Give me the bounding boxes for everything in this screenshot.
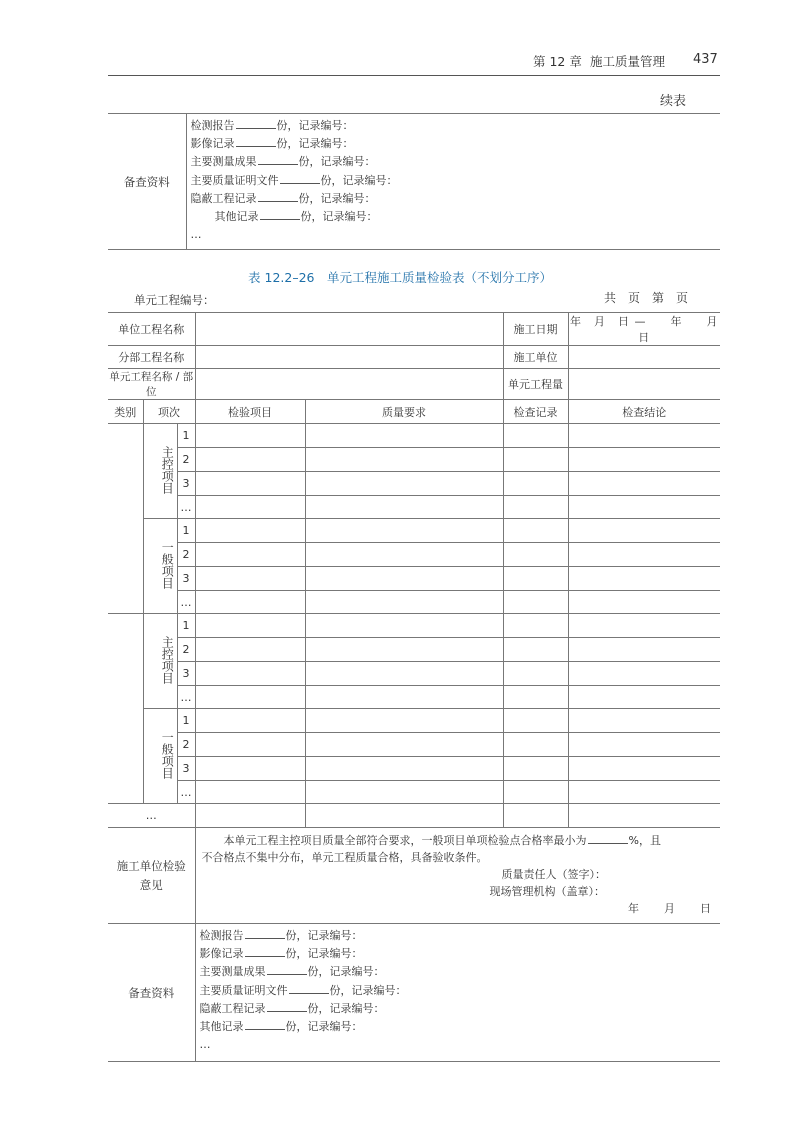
row-number: 2 <box>177 733 195 757</box>
row-number: 2 <box>177 543 195 567</box>
inspection-item-cell[interactable] <box>195 424 305 448</box>
row-number: 1 <box>177 519 195 543</box>
row-number: … <box>177 591 195 614</box>
inspection-item-cell[interactable] <box>195 662 305 686</box>
check-record-cell[interactable] <box>503 472 568 496</box>
construction-date-value[interactable]: 年 月 日 — 年 月 日 <box>568 313 720 346</box>
quality-requirement-cell[interactable] <box>305 519 503 543</box>
reference-ellipsis: … <box>199 1038 211 1052</box>
reference-item: 主要测量成果 份，记录编号： <box>190 155 376 169</box>
inspection-item-cell[interactable] <box>195 686 305 709</box>
unit-quantity-value[interactable] <box>568 369 720 400</box>
row-number: 3 <box>177 567 195 591</box>
check-record-cell[interactable] <box>503 567 568 591</box>
opinion-text-line2: 不合格点不集中分布，单元工程质量合格，具备验收条件。 <box>201 851 488 864</box>
inspection-item-cell[interactable] <box>195 472 305 496</box>
inspection-item-cell[interactable] <box>195 638 305 662</box>
site-org-label: 现场管理机构（盖章）： <box>489 885 605 898</box>
row-number: 3 <box>177 757 195 781</box>
reference-list <box>195 924 720 1062</box>
row-number: 1 <box>177 424 195 448</box>
extra-rows-ellipsis: … <box>108 804 195 828</box>
check-record-cell[interactable] <box>503 709 568 733</box>
check-record-cell[interactable] <box>503 496 568 519</box>
reference-item: 影像记录 份，记录编号： <box>199 947 363 961</box>
reference-item: 其他记录 份，记录编号： <box>199 1020 363 1034</box>
top-reference-table <box>108 113 720 250</box>
reference-item: 隐蔽工程记录 份，记录编号： <box>190 191 376 205</box>
row-number: … <box>177 781 195 804</box>
quality-requirement-cell[interactable] <box>305 591 503 614</box>
unit-number-label: 单元工程编号： <box>134 293 215 307</box>
check-record-cell[interactable] <box>503 662 568 686</box>
quality-requirement-cell[interactable] <box>305 757 503 781</box>
check-conclusion-cell[interactable] <box>568 662 720 686</box>
inspection-item-cell[interactable] <box>195 757 305 781</box>
check-conclusion-cell[interactable] <box>568 804 720 828</box>
group-label-main: 主控项目 <box>159 424 177 519</box>
inspection-table <box>108 312 743 1062</box>
check-record-cell[interactable] <box>503 781 568 804</box>
check-record-cell[interactable] <box>503 804 568 828</box>
reference-label: 备查资料 <box>108 924 195 1062</box>
check-conclusion-cell[interactable] <box>568 496 720 519</box>
row-number: … <box>177 496 195 519</box>
unit-project-name-label: 单位工程名称 <box>108 313 195 346</box>
row-number: 2 <box>177 638 195 662</box>
reference-item: 主要质量证明文件 份，记录编号： <box>190 173 398 187</box>
header-rule <box>108 75 720 76</box>
quality-requirement-cell[interactable] <box>305 733 503 757</box>
check-record-cell[interactable] <box>503 448 568 472</box>
inspection-item-cell[interactable] <box>195 709 305 733</box>
group-spacer <box>143 519 159 614</box>
quality-person-label: 质量责任人（签字）： <box>501 868 606 881</box>
inspection-item-cell[interactable] <box>195 591 305 614</box>
check-conclusion-cell[interactable] <box>568 757 720 781</box>
col-check-conclusion: 检查结论 <box>568 400 720 424</box>
check-record-cell[interactable] <box>503 519 568 543</box>
group-spacer <box>143 424 159 519</box>
reference-item: 隐蔽工程记录 份，记录编号： <box>199 1001 385 1015</box>
quality-requirement-cell[interactable] <box>305 638 503 662</box>
sub-project-name-value[interactable] <box>195 346 503 369</box>
reference-label: 备查资料 <box>108 114 186 250</box>
col-check-record: 检查记录 <box>503 400 568 424</box>
reference-item: 检测报告 份，记录编号： <box>190 119 354 132</box>
check-conclusion-cell[interactable] <box>568 567 720 591</box>
construction-date-label: 施工日期 <box>503 313 568 346</box>
quality-requirement-cell[interactable] <box>305 662 503 686</box>
check-conclusion-cell[interactable] <box>568 781 720 804</box>
quality-requirement-cell[interactable] <box>305 567 503 591</box>
check-conclusion-cell[interactable] <box>568 448 720 472</box>
group-label-general: 一般项目 <box>159 519 177 614</box>
check-conclusion-cell[interactable] <box>568 733 720 757</box>
reference-item: 检测报告 份，记录编号： <box>199 929 363 942</box>
check-record-cell[interactable] <box>503 424 568 448</box>
inspection-item-cell[interactable] <box>195 496 305 519</box>
check-record-cell[interactable] <box>503 757 568 781</box>
chapter-number: 第 12 章 <box>533 54 582 69</box>
check-conclusion-cell[interactable] <box>568 519 720 543</box>
col-inspection-item: 检验项目 <box>195 400 305 424</box>
col-category: 类别 <box>108 400 143 424</box>
row-number: 1 <box>177 614 195 638</box>
category-cell <box>108 614 143 804</box>
row-number: 2 <box>177 448 195 472</box>
reference-list <box>186 114 720 250</box>
check-conclusion-cell[interactable] <box>568 591 720 614</box>
check-conclusion-cell[interactable] <box>568 472 720 496</box>
page-number: 437 <box>693 52 718 67</box>
check-conclusion-cell[interactable] <box>568 614 720 638</box>
quality-requirement-cell[interactable] <box>305 448 503 472</box>
quality-requirement-cell[interactable] <box>305 804 503 828</box>
chapter-title: 施工质量管理 <box>590 54 666 69</box>
row-number: 3 <box>177 472 195 496</box>
construction-unit-value[interactable] <box>568 346 720 369</box>
inspection-item-cell[interactable] <box>195 781 305 804</box>
group-label-general: 一般项目 <box>159 709 177 804</box>
reference-item: 其他记录 份，记录编号： <box>214 210 378 224</box>
table-caption: 表 12.2–26 单元工程施工质量检验表（不划分工序） <box>248 270 552 285</box>
quality-requirement-cell[interactable] <box>305 424 503 448</box>
check-conclusion-cell[interactable] <box>568 709 720 733</box>
sub-project-name-label: 分部工程名称 <box>108 346 195 369</box>
category-cell <box>108 424 143 614</box>
unit-quantity-label: 单元工程量 <box>503 369 568 400</box>
quality-requirement-cell[interactable] <box>305 709 503 733</box>
check-conclusion-cell[interactable] <box>568 543 720 567</box>
check-record-cell[interactable] <box>503 686 568 709</box>
inspection-item-cell[interactable] <box>195 543 305 567</box>
check-record-cell[interactable] <box>503 733 568 757</box>
inspection-item-cell[interactable] <box>195 804 305 828</box>
inspection-item-cell[interactable] <box>195 519 305 543</box>
quality-requirement-cell[interactable] <box>305 496 503 519</box>
group-label-main: 主控项目 <box>159 614 177 709</box>
check-conclusion-cell[interactable] <box>568 424 720 448</box>
check-record-cell[interactable] <box>503 591 568 614</box>
row-number: … <box>177 686 195 709</box>
reference-item: 主要质量证明文件 份，记录编号： <box>199 983 407 997</box>
check-conclusion-cell[interactable] <box>568 638 720 662</box>
quality-requirement-cell[interactable] <box>305 543 503 567</box>
col-quality-requirement: 质量要求 <box>305 400 503 424</box>
opinion-content[interactable]: 本单元工程主控项目质量全部符合要求，一般项目单项检验点合格率最小为 %，且 不合格点不集中分布，单元工程质量合格，具备验收条件。 质量责任人（签字）： 现场管理机构（盖章）： 年 月 日 <box>195 828 720 924</box>
continued-label: 续表 <box>660 94 687 109</box>
check-record-cell[interactable] <box>503 638 568 662</box>
check-record-cell[interactable] <box>503 614 568 638</box>
row-number: 1 <box>177 709 195 733</box>
group-spacer <box>143 709 159 804</box>
group-spacer <box>143 614 159 709</box>
row-number: 3 <box>177 662 195 686</box>
inspection-item-cell[interactable] <box>195 567 305 591</box>
inspection-item-cell[interactable] <box>195 614 305 638</box>
construction-unit-label: 施工单位 <box>503 346 568 369</box>
quality-requirement-cell[interactable] <box>305 781 503 804</box>
quality-requirement-cell[interactable] <box>305 686 503 709</box>
col-item-no: 项次 <box>143 400 195 424</box>
unit-engineering-name-label: 单元工程名称 / 部位 <box>108 369 195 400</box>
unit-engineering-name-value[interactable] <box>195 369 503 400</box>
reference-item: 主要测量成果 份，记录编号： <box>199 965 385 979</box>
quality-requirement-cell[interactable] <box>305 614 503 638</box>
reference-item: 影像记录 份，记录编号： <box>190 137 354 151</box>
inspection-item-cell[interactable] <box>195 733 305 757</box>
opinion-label: 施工单位检验意见 <box>108 828 195 924</box>
reference-ellipsis: … <box>190 228 202 242</box>
check-record-cell[interactable] <box>503 543 568 567</box>
check-conclusion-cell[interactable] <box>568 686 720 709</box>
inspection-item-cell[interactable] <box>195 448 305 472</box>
quality-requirement-cell[interactable] <box>305 472 503 496</box>
unit-project-name-value[interactable] <box>195 313 503 346</box>
page-count-label: 共 页 第 页 <box>604 291 689 305</box>
opinion-date: 年 月 日 <box>628 902 712 915</box>
